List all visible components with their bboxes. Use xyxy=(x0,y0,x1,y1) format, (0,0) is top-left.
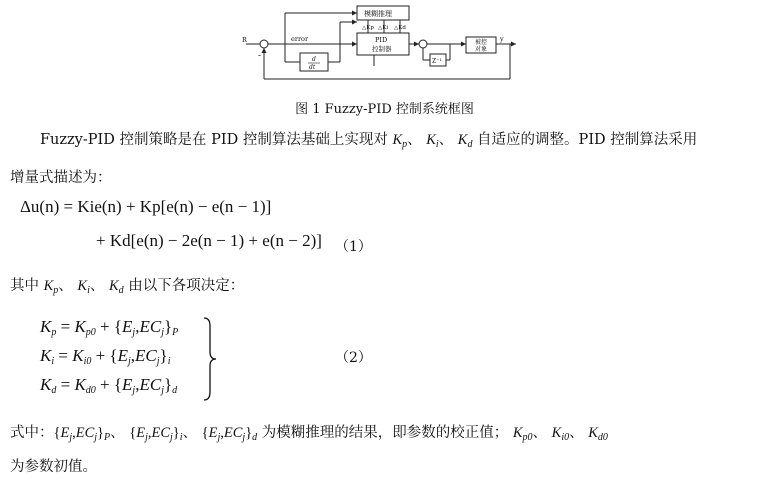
gain-label-ki: △Ki xyxy=(378,25,389,31)
equation-1-line-1: Δu(n) = Kie(n) + Kp[e(n) − e(n − 1)] xyxy=(20,197,272,216)
paragraph-2-suffix: 由以下各项决定： xyxy=(123,278,245,294)
equation-1-number: （1） xyxy=(335,239,372,255)
gain-label-kd: △Kd xyxy=(394,25,406,31)
equation-1-line-2: + Kd[e(n) − 2e(n − 1) + e(n − 2)] xyxy=(96,231,322,250)
figure-caption: 图 1 Fuzzy-PID 控制系统框图 xyxy=(295,102,474,117)
paragraph-1-line-2: 增量式描述为： xyxy=(10,170,112,186)
paragraph-3-line-1: 式中：$\{E_j,EC_j\}_P$、 $\{E_j,EC_j\}_i$、 $\{E_j,EC_j\}_d$ 为模糊推理的结果，即参数的校正值； $K_{p0}$、 $K_{i0}$、 $K_{d0}$ xyxy=(10,425,608,443)
paragraph-1-prefix: Fuzzy-PID 控制策略是在 PID 控制算法基础上实现对 xyxy=(40,132,393,148)
paragraph-3-line-2: 为参数初值。 xyxy=(10,459,97,475)
summing-junction-1 xyxy=(260,40,268,48)
minus-sign: - xyxy=(258,51,262,61)
equation-2-brace xyxy=(200,316,220,402)
plant-label-2: 对象 xyxy=(475,46,488,53)
sep-3: 、 xyxy=(58,278,73,294)
derivative-den: dt xyxy=(309,64,316,71)
delay-label: Z⁻¹ xyxy=(432,58,442,65)
sep-4: 、 xyxy=(89,278,105,294)
sep-5: 、 xyxy=(110,425,125,441)
equation-2-number: （2） xyxy=(335,350,372,366)
symbol-ki: $K_i$ xyxy=(426,132,439,150)
sep-2: 、 xyxy=(438,132,454,148)
symbol-kd: $K_d$ xyxy=(457,132,473,150)
derivative-num: d xyxy=(312,56,316,63)
paragraph-2: 其中 $K_p$、 $K_i$、 $K_d$ 由以下各项决定： xyxy=(10,278,245,296)
paragraph-1-suffix: 自适应的调整。PID 控制算法采用 xyxy=(472,132,698,148)
gain-label-kp: △Kp xyxy=(362,25,374,31)
sep-1: 、 xyxy=(407,132,422,148)
error-label: error xyxy=(291,35,309,43)
equation-2-row-2: $K_i = K_{i0} + \{E_j,EC_j\}_i$ xyxy=(40,346,171,367)
pid-label-2: 控制器 xyxy=(372,45,392,53)
sep-8: 、 xyxy=(569,425,584,441)
equation-2-row-1: $K_p = K_{p0} + \{E_j,EC_j\}_P$ xyxy=(40,317,179,338)
equation-2-row-3: $K_d = K_{d0} + \{E_j,EC_j\}_d$ xyxy=(40,375,178,396)
symbol-kp: $K_p$ xyxy=(392,132,408,150)
sep-6: 、 xyxy=(182,425,198,441)
plant-label-1: 被控 xyxy=(475,39,488,46)
paragraph-2-prefix: 其中 xyxy=(10,278,44,294)
output-label: y xyxy=(500,35,504,43)
summing-junction-2 xyxy=(419,40,427,48)
control-block-diagram xyxy=(230,0,540,92)
fuzzy-block-label: 模糊推理 xyxy=(364,10,392,18)
sep-7: 、 xyxy=(532,425,548,441)
pid-label-1: PID xyxy=(375,36,388,44)
paragraph-3-middle: 为模糊推理的结果，即参数的校正值； xyxy=(257,425,509,441)
paragraph-1-line-1 xyxy=(40,130,697,155)
paragraph-3-prefix: 式中： xyxy=(10,425,54,441)
input-label: R xyxy=(242,36,247,44)
